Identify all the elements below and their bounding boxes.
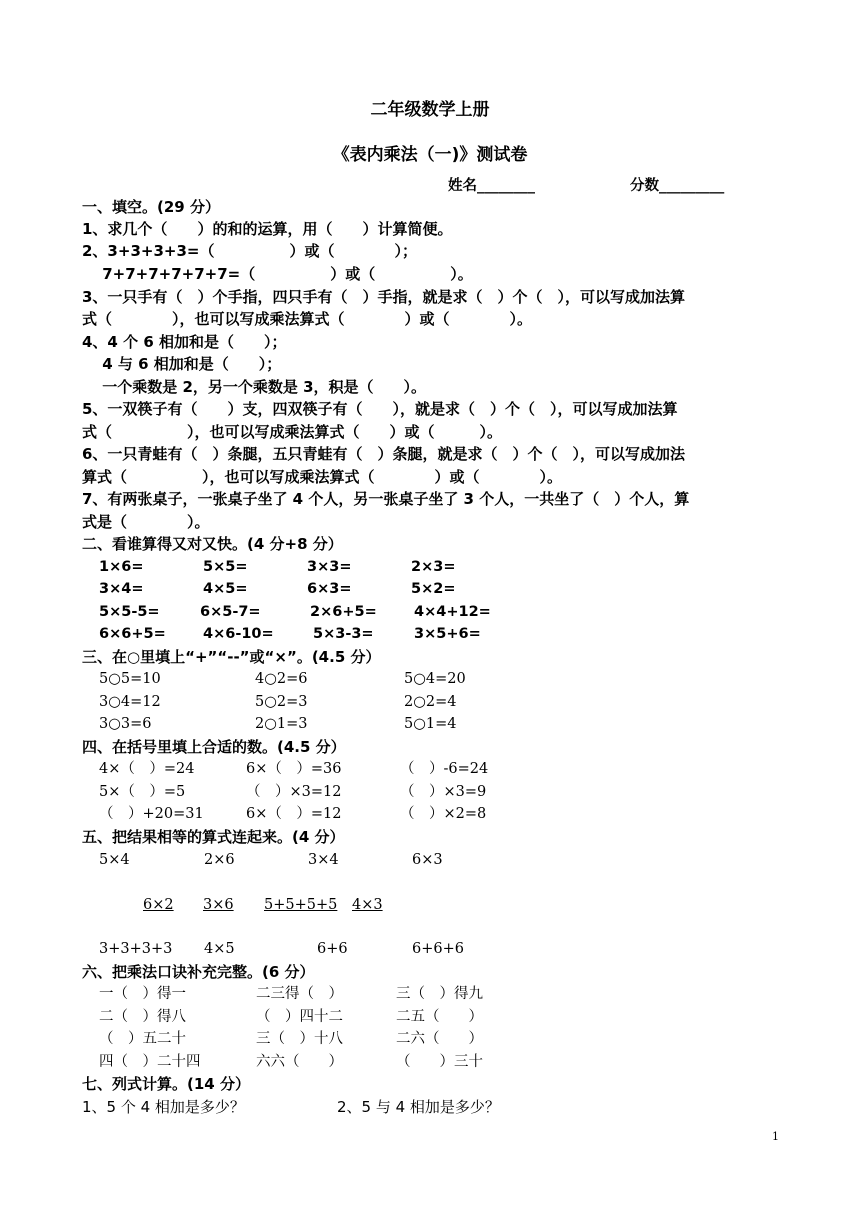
rhyme-item: （ ）四十二 <box>256 1009 343 1025</box>
rhyme-item: 六六（ ） <box>256 1054 343 1070</box>
fill-item: 4×（ ）=24 <box>99 761 195 777</box>
section1-heading: 一、填空。(29 分） <box>82 198 220 216</box>
calc-item: 5×2= <box>411 581 456 597</box>
section5-heading: 五、把结果相等的算式连起来。(4 分） <box>82 828 345 846</box>
s1-line: 式（ ），也可以写成乘法算式（ ）或（ ）。 <box>82 310 533 328</box>
rhyme-item: 二三得（ ） <box>256 986 343 1002</box>
section3-heading: 三、在○里填上“+”“--”或“×”。(4.5 分） <box>82 648 381 666</box>
rhyme-item: 二六（ ） <box>396 1031 483 1047</box>
name-field-label: 姓名________ <box>448 178 535 194</box>
s1-line: 1、求几个（ ）的和的运算，用（ ）计算简便。 <box>82 220 453 238</box>
fill-item: 6×（ ）=36 <box>246 761 342 777</box>
section2-heading: 二、看谁算得又对又快。(4 分+8 分） <box>82 535 343 553</box>
calc-item: 2×6+5= <box>310 604 377 620</box>
calc-item: 2×3= <box>411 559 456 575</box>
page-number: 1 <box>772 1130 779 1143</box>
s1-line: 7+7+7+7+7+7=（ ）或（ ）。 <box>82 265 473 283</box>
calc-item: 4×4+12= <box>414 604 491 620</box>
fill-item: （ ）×3=9 <box>400 784 487 800</box>
s1-line: 4、4 个 6 相加和是（ ）； <box>82 333 287 351</box>
match-middle-item: 5+5+5+5 <box>264 897 338 913</box>
s1-line: 式是（ ）。 <box>82 513 210 531</box>
fill-item: （ ）+20=31 <box>99 806 204 822</box>
rhyme-item: 三（ ）十八 <box>256 1031 343 1047</box>
calc-item: 3×5+6= <box>414 626 481 642</box>
question-1: 1、5 个 4 相加是多少？ <box>82 1098 245 1116</box>
rhyme-item: 三（ ）得九 <box>396 986 483 1002</box>
s1-line: 式（ ），也可以写成乘法算式（ ）或（ ）。 <box>82 423 503 441</box>
match-top-item: 6×3 <box>412 852 443 868</box>
rhyme-item: 一（ ）得一 <box>99 986 186 1002</box>
section4-heading: 四、在括号里填上合适的数。(4.5 分） <box>82 738 346 756</box>
operator-item: 5○1=4 <box>404 716 457 732</box>
question-2: 2、5 与 4 相加是多少？ <box>337 1098 500 1116</box>
calc-item: 6×3= <box>307 581 352 597</box>
s1-line: 2、3+3+3+3=（ ）或（ ）； <box>82 242 417 260</box>
fill-item: （ ）-6=24 <box>400 761 489 777</box>
fill-item: （ ）×2=8 <box>400 806 487 822</box>
calc-item: 1×6= <box>99 559 144 575</box>
section6-heading: 六、把乘法口诀补充完整。(6 分） <box>82 963 315 981</box>
match-middle-item: 4×3 <box>352 897 383 913</box>
calc-item: 5×5-5= <box>99 604 160 620</box>
calc-item: 4×5= <box>203 581 248 597</box>
s1-line: 4 与 6 相加和是（ ）； <box>82 355 282 373</box>
page-subtitle: 《表内乘法（一)》测试卷 <box>332 145 528 165</box>
calc-item: 6×6+5= <box>99 626 166 642</box>
s1-line: 6、一只青蛙有（ ）条腿，五只青蛙有（ ）条腿，就是求（ ）个（ ），可以写成加法 <box>82 445 685 463</box>
calc-item: 4×6-10= <box>203 626 274 642</box>
match-top-item: 5×4 <box>99 852 130 868</box>
operator-item: 5○2=3 <box>255 694 308 710</box>
match-bottom-item: 6+6 <box>317 941 348 957</box>
operator-item: 3○4=12 <box>99 694 161 710</box>
s1-line: 一个乘数是 2，另一个乘数是 3，积是（ ）。 <box>82 378 427 396</box>
rhyme-item: 二五（ ） <box>396 1009 483 1025</box>
rhyme-item: （ ）五二十 <box>99 1031 186 1047</box>
fill-item: 5×（ ）=5 <box>99 784 186 800</box>
s1-line: 5、一双筷子有（ ）支，四双筷子有（ ），就是求（ ）个（ ），可以写成加法算 <box>82 400 678 418</box>
operator-item: 2○1=3 <box>255 716 308 732</box>
match-bottom-item: 4×5 <box>204 941 235 957</box>
s1-line: 3、一只手有（ ）个手指，四只手有（ ）手指，就是求（ ）个（ ），可以写成加法算 <box>82 288 685 306</box>
calc-item: 3×3= <box>307 559 352 575</box>
match-top-item: 2×6 <box>204 852 235 868</box>
operator-item: 5○4=20 <box>404 671 466 687</box>
page-title: 二年级数学上册 <box>370 100 490 120</box>
operator-item: 5○5=10 <box>99 671 161 687</box>
match-bottom-item: 3+3+3+3 <box>99 941 173 957</box>
calc-item: 5×3-3= <box>313 626 374 642</box>
calc-item: 6×5-7= <box>200 604 261 620</box>
calc-item: 3×4= <box>99 581 144 597</box>
match-middle-item: 6×2 <box>143 897 174 913</box>
match-bottom-item: 6+6+6 <box>412 941 464 957</box>
match-middle-item: 3×6 <box>203 897 234 913</box>
rhyme-item: （ ）三十 <box>396 1054 483 1070</box>
s1-line: 7、有两张桌子，一张桌子坐了 4 个人，另一张桌子坐了 3 个人，一共坐了（ ）个人，算 <box>82 490 690 508</box>
score-field-label: 分数_________ <box>630 178 725 194</box>
match-top-item: 3×4 <box>308 852 339 868</box>
operator-item: 4○2=6 <box>255 671 308 687</box>
s1-line: 算式（ ），也可以写成乘法算式（ ）或（ ）。 <box>82 468 563 486</box>
rhyme-item: 四（ ）二十四 <box>99 1054 201 1070</box>
fill-item: （ ）×3=12 <box>246 784 342 800</box>
fill-item: 6×（ ）=12 <box>246 806 342 822</box>
rhyme-item: 二（ ）得八 <box>99 1009 186 1025</box>
operator-item: 2○2=4 <box>404 694 457 710</box>
calc-item: 5×5= <box>203 559 248 575</box>
section7-heading: 七、列式计算。(14 分） <box>82 1075 250 1093</box>
operator-item: 3○3=6 <box>99 716 152 732</box>
